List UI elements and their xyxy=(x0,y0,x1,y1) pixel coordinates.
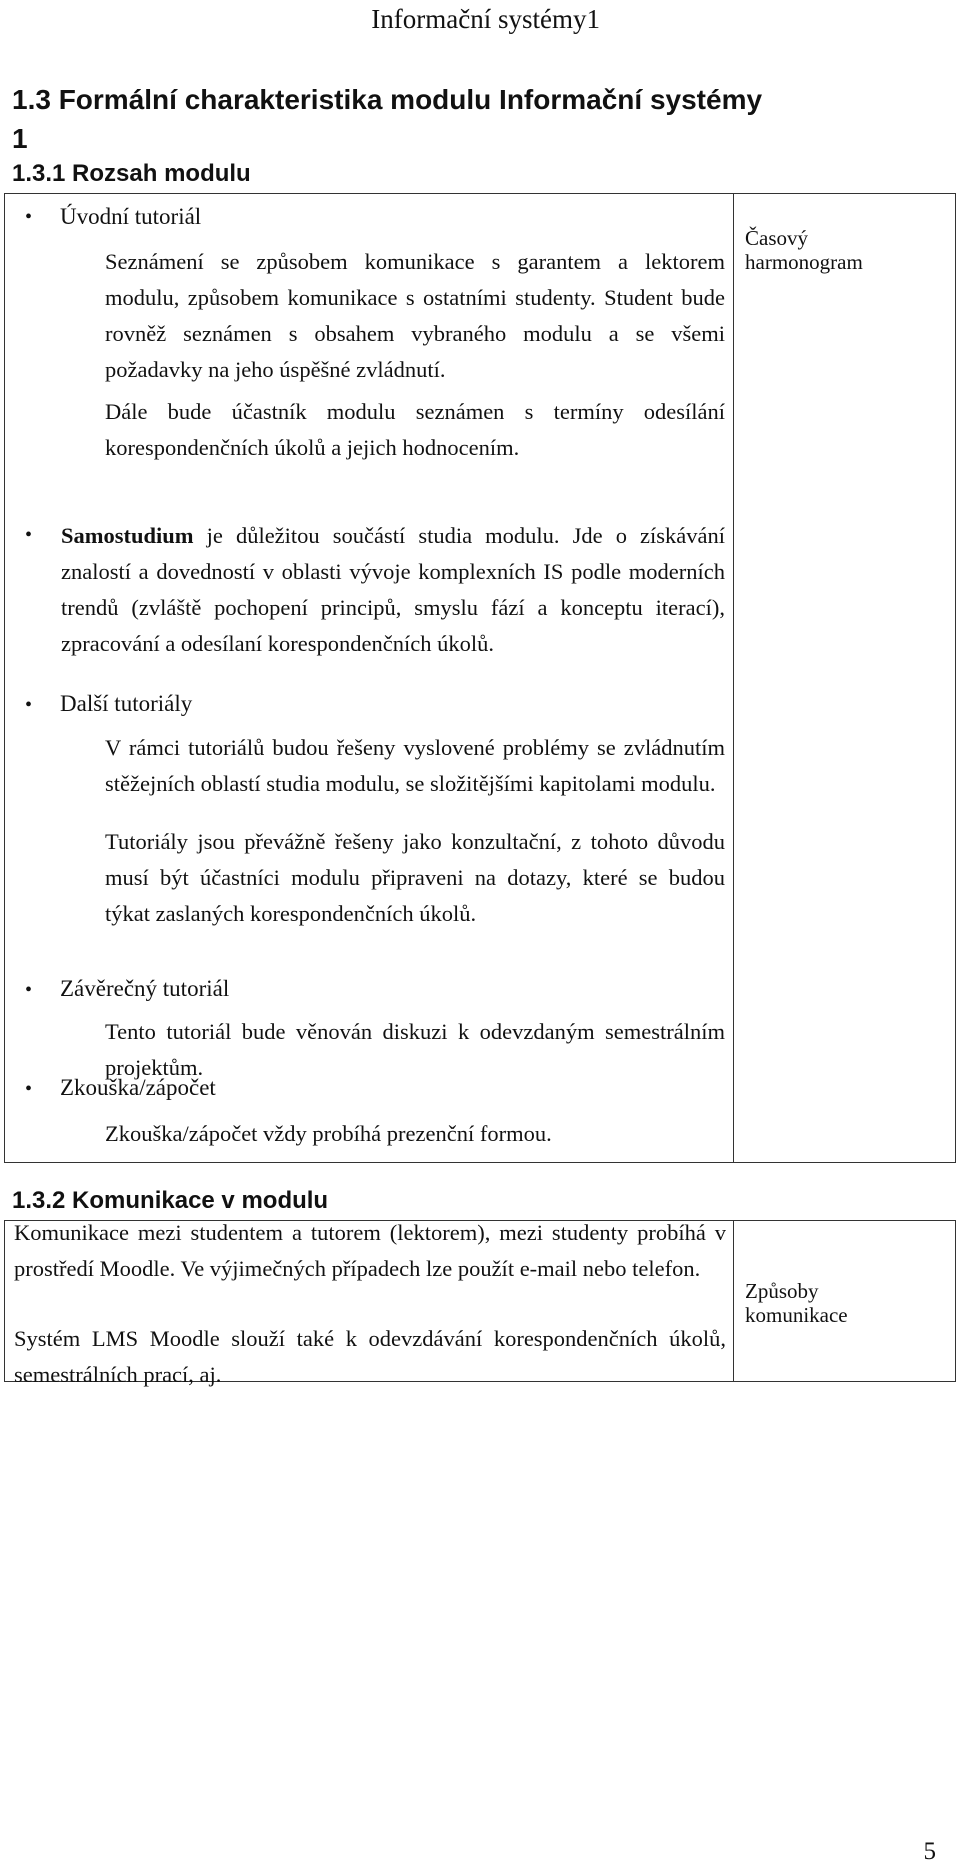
paragraph: Systém LMS Moodle slouží také k odevzdávání korespondenčních úkolů, semestrálních prací, aj. xyxy=(14,1326,726,1387)
bullet-icon: • xyxy=(25,694,33,716)
item-title-zkouska-zapocet: Zkouška/zápočet xyxy=(60,1075,216,1100)
margin-note-line: Časový xyxy=(745,226,808,250)
paragraph: Tento tutoriál bude věnován diskuzi k odevzdaným semestrálním projektům. xyxy=(105,1019,725,1080)
running-header: Informační systémy1 xyxy=(371,4,600,34)
margin-note-zpusoby-komunikace xyxy=(745,1279,848,1327)
subsection-heading-rozsah: 1.3.1 Rozsah modulu xyxy=(12,160,251,187)
paragraph: Seznámení se způsobem komunikace s garantem a lektorem modulu, způsobem komunikace s ostatními studenty. Student bude rovněž seznámen s obsahem vybraného modulu a se všemi požadavky na jeho úspěšné zvládnutí. xyxy=(105,249,725,382)
paragraph: Komunikace mezi studentem a tutorem (lektorem), mezi studenty probíhá v prostředí Moodle. Ve výjimečných případech lze použít e-mail nebo telefon. xyxy=(14,1220,726,1281)
paragraph: Dále bude účastník modulu seznámen s termíny odesílání korespondenčních úkolů a jejich hodnocením. xyxy=(105,399,725,460)
column-divider xyxy=(733,1221,734,1381)
paragraph-samostudium xyxy=(61,518,725,662)
paragraph: V rámci tutoriálů budou řešeny vyslovené problémy se zvládnutím stěžejních oblastí studia modulu, se složitějšími kapitolami modulu. xyxy=(105,735,725,796)
margin-note-line: komunikace xyxy=(745,1303,848,1327)
column-divider xyxy=(733,194,734,1162)
samostudium-text: je důležitou součástí studia modulu. Jde o získávání znalostí a dovedností v oblasti vývoje komplexních IS podle moderních trendů (zvláště pochopení principů, smyslu fází a konceptu iterací), zpracování a odesílaní korespondenčních úkolů. xyxy=(61,523,725,656)
page-number: 5 xyxy=(923,1838,936,1865)
section-heading-continued: 1 xyxy=(12,123,28,154)
komunikace-table xyxy=(4,1220,956,1387)
item-title-uvodni-tutorial: Úvodní tutoriál xyxy=(60,204,202,229)
bullet-icon: • xyxy=(25,979,33,1001)
bullet-icon: • xyxy=(25,524,33,546)
bullet-icon: • xyxy=(25,1078,33,1100)
margin-note-line: Způsoby xyxy=(745,1279,819,1303)
item-title-zaverecny-tutorial: Závěrečný tutoriál xyxy=(60,976,230,1001)
subsection-heading-komunikace: 1.3.2 Komunikace v modulu xyxy=(12,1187,329,1214)
section-heading: 1.3 Formální charakteristika modulu Informační systémy xyxy=(12,84,763,115)
item-title-dalsi-tutorialy: Další tutoriály xyxy=(60,691,193,716)
margin-note-line: harmonogram xyxy=(745,250,863,274)
paragraph: Zkouška/zápočet vždy probíhá prezenční formou. xyxy=(105,1121,552,1146)
paragraph: Tutoriály jsou převážně řešeny jako konzultační, z tohoto důvodu musí být účastníci modulu připraveni na dotazy, které se budou týkat zaslaných korespondenčních úkolů. xyxy=(105,829,725,926)
margin-note-casovy-harmonogram xyxy=(745,226,863,274)
item-title-samostudium: Samostudium xyxy=(61,523,194,548)
bullet-icon: • xyxy=(25,206,33,228)
rozsah-table xyxy=(4,193,956,1163)
